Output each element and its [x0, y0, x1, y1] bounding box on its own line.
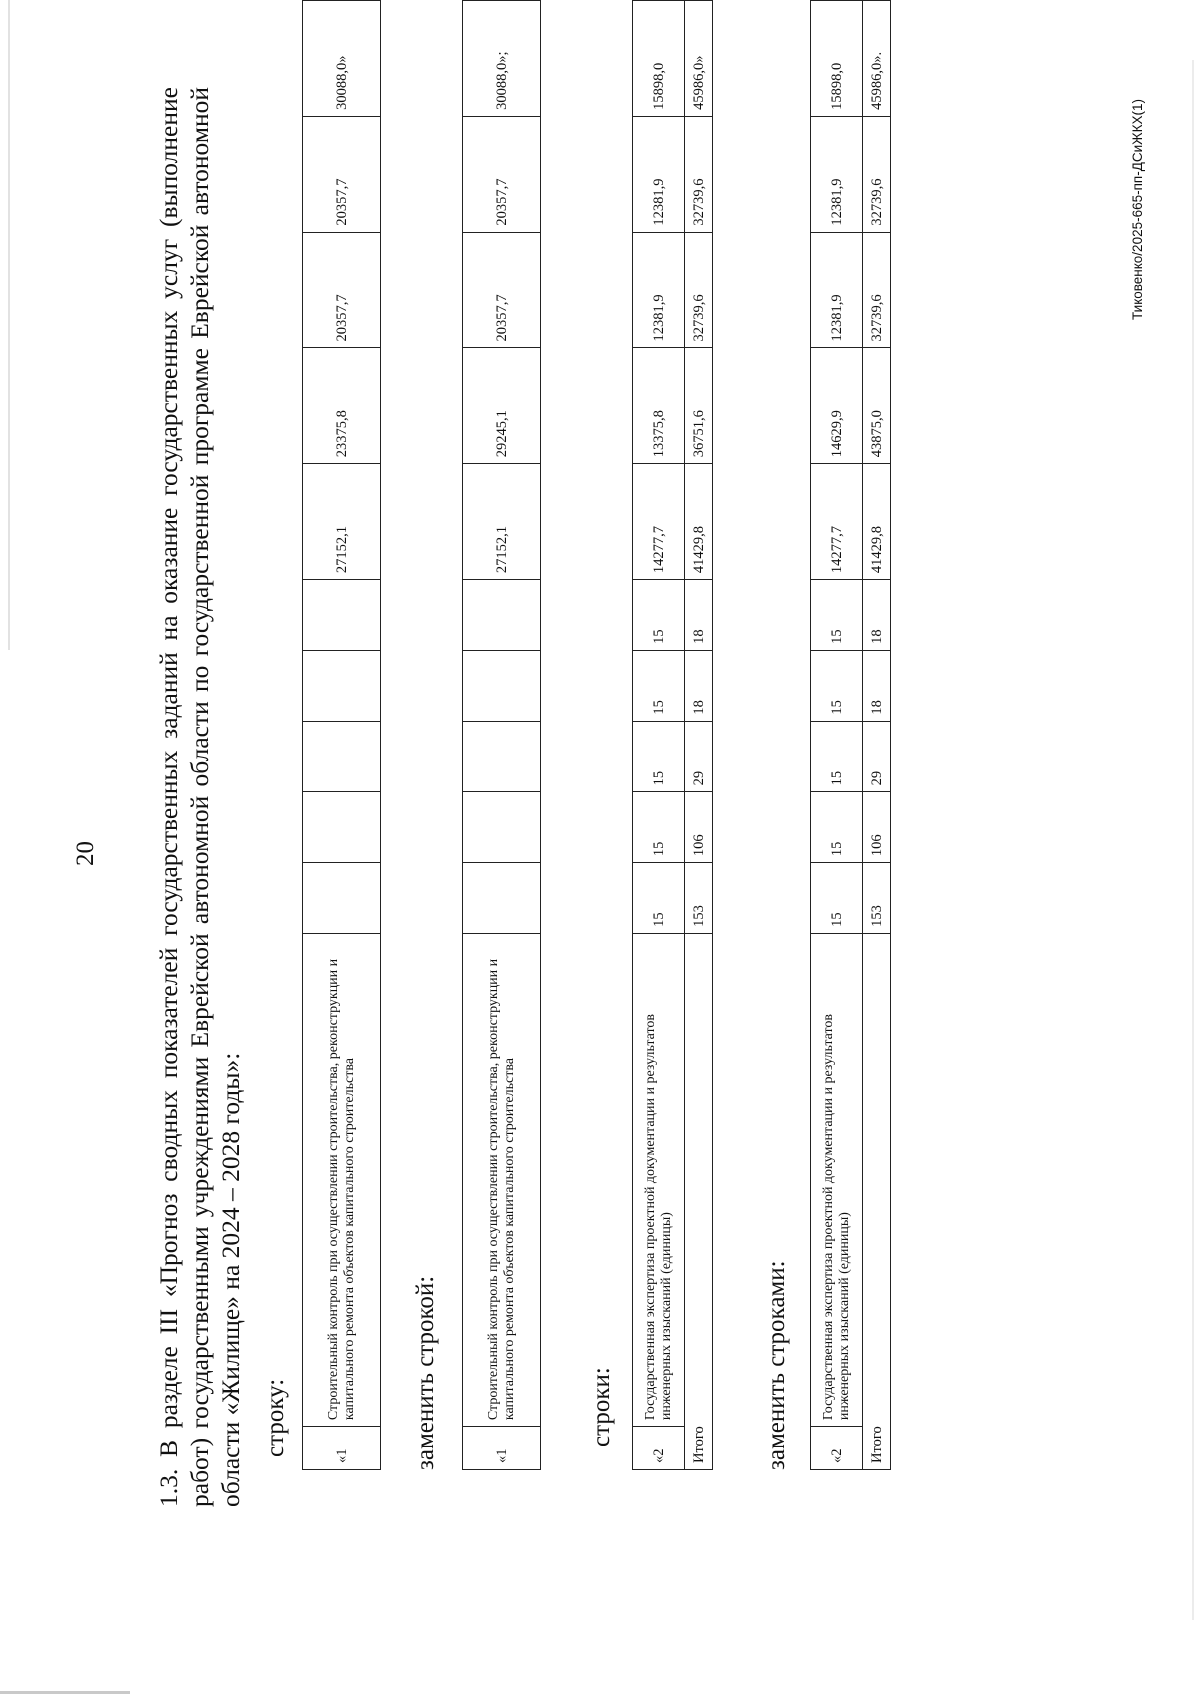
- cell-value: 15: [811, 580, 863, 651]
- cell-description: Строительный контроль при осуществлении строительства, реконструкции и капитального ремонта объектов капитального строительства: [303, 933, 381, 1426]
- cell-value: 106: [863, 792, 891, 863]
- cell-value: 32739,6: [863, 116, 891, 232]
- table-row: [303, 1, 381, 1470]
- cell-value: 153: [685, 863, 713, 934]
- cell-value: 15898,0: [633, 1, 685, 117]
- cell-value: 18: [685, 650, 713, 721]
- cell-value: 20357,7: [463, 116, 541, 232]
- cell-value: 29: [863, 721, 891, 792]
- table-replacement-row-1: [462, 0, 541, 1470]
- cell-value: 14277,7: [633, 464, 685, 580]
- cell-value: 20357,7: [303, 116, 381, 232]
- cell-total-label: Итого: [685, 933, 713, 1469]
- cell-value: [303, 792, 381, 863]
- table-row: [633, 1, 685, 1470]
- cell-value: 15: [633, 792, 685, 863]
- cell-value: [463, 721, 541, 792]
- cell-value: [463, 650, 541, 721]
- cell-row-number: «1: [463, 1427, 541, 1470]
- page-number: 20: [72, 841, 99, 866]
- cell-value: [303, 580, 381, 651]
- document-code: Тиковенко/2025-665-пп-ДСиЖКХ(1): [1130, 99, 1145, 320]
- cell-value: 15: [811, 721, 863, 792]
- cell-value: 15898,0: [811, 1, 863, 117]
- cell-value: 20357,7: [463, 232, 541, 348]
- cell-total-label: Итого: [863, 933, 891, 1469]
- cell-value: 27152,1: [463, 464, 541, 580]
- cell-value: 106: [685, 792, 713, 863]
- table-original-rows-2: [632, 0, 713, 1470]
- cell-value: 15: [633, 863, 685, 934]
- cell-value: 29245,1: [463, 348, 541, 464]
- table-original-row-1: [302, 0, 381, 1470]
- cell-value: 30088,0»;: [463, 1, 541, 117]
- table-replacement-rows-2: [810, 0, 891, 1470]
- cell-value: 27152,1: [303, 464, 381, 580]
- cell-description: Государственная экспертиза проектной документации и результатов инженерных изысканий (единицы): [633, 933, 685, 1426]
- cell-value: 41429,8: [863, 464, 891, 580]
- cell-value: [303, 863, 381, 934]
- cell-value: 15: [633, 580, 685, 651]
- cell-value: 12381,9: [811, 232, 863, 348]
- table-row: [811, 1, 863, 1470]
- intro-paragraph: [153, 87, 246, 1507]
- cell-value: 45986,0»: [685, 1, 713, 117]
- cell-value: 12381,9: [633, 232, 685, 348]
- cell-row-number: «1: [303, 1427, 381, 1470]
- cell-value: 15: [811, 863, 863, 934]
- cell-value: 15: [633, 650, 685, 721]
- table-row-total: [863, 1, 891, 1470]
- label-zamenit-strokoy: заменить строкой:: [412, 1275, 439, 1470]
- cell-value: 18: [863, 580, 891, 651]
- cell-value: 23375,8: [303, 348, 381, 464]
- cell-value: 32739,6: [685, 232, 713, 348]
- cell-value: 30088,0»: [303, 1, 381, 117]
- cell-row-number: «2: [811, 1427, 863, 1470]
- cell-description: Государственная экспертиза проектной документации и результатов инженерных изысканий (единицы): [811, 933, 863, 1426]
- table-row: [463, 1, 541, 1470]
- cell-value: 29: [685, 721, 713, 792]
- cell-value: [303, 721, 381, 792]
- cell-value: 18: [863, 650, 891, 721]
- cell-value: 18: [685, 580, 713, 651]
- cell-value: 32739,6: [685, 116, 713, 232]
- cell-value: 14629,9: [811, 348, 863, 464]
- cell-value: 43875,0: [863, 348, 891, 464]
- cell-value: 14277,7: [811, 464, 863, 580]
- cell-value: [463, 863, 541, 934]
- cell-value: [463, 792, 541, 863]
- cell-row-number: «2: [633, 1427, 685, 1470]
- cell-value: [303, 650, 381, 721]
- label-stroku: строку:: [262, 1378, 289, 1457]
- cell-value: 41429,8: [685, 464, 713, 580]
- cell-value: 12381,9: [811, 116, 863, 232]
- table-row-total: [685, 1, 713, 1470]
- cell-value: 36751,6: [685, 348, 713, 464]
- cell-value: 15: [811, 792, 863, 863]
- cell-value: 153: [863, 863, 891, 934]
- label-zamenit-strokami: заменить строками:: [763, 1260, 790, 1470]
- intro-text: 1.3. В разделе III «Прогноз сводных показателей государственных заданий на оказание государственных услуг (выполнение работ) государственными учреждениями Еврейской автономной области по государственной программе Еврейской автономной области «Жилище» на 2024 – 2028 годы»:: [154, 87, 245, 1507]
- cell-description: Строительный контроль при осуществлении строительства, реконструкции и капитального ремонта объектов капитального строительства: [463, 933, 541, 1426]
- cell-value: 45986,0».: [863, 1, 891, 117]
- label-stroki: строки:: [588, 1367, 615, 1447]
- cell-value: 15: [633, 721, 685, 792]
- cell-value: [463, 580, 541, 651]
- cell-value: 15: [811, 650, 863, 721]
- cell-value: 32739,6: [863, 232, 891, 348]
- cell-value: 12381,9: [633, 116, 685, 232]
- cell-value: 13375,8: [633, 348, 685, 464]
- cell-value: 20357,7: [303, 232, 381, 348]
